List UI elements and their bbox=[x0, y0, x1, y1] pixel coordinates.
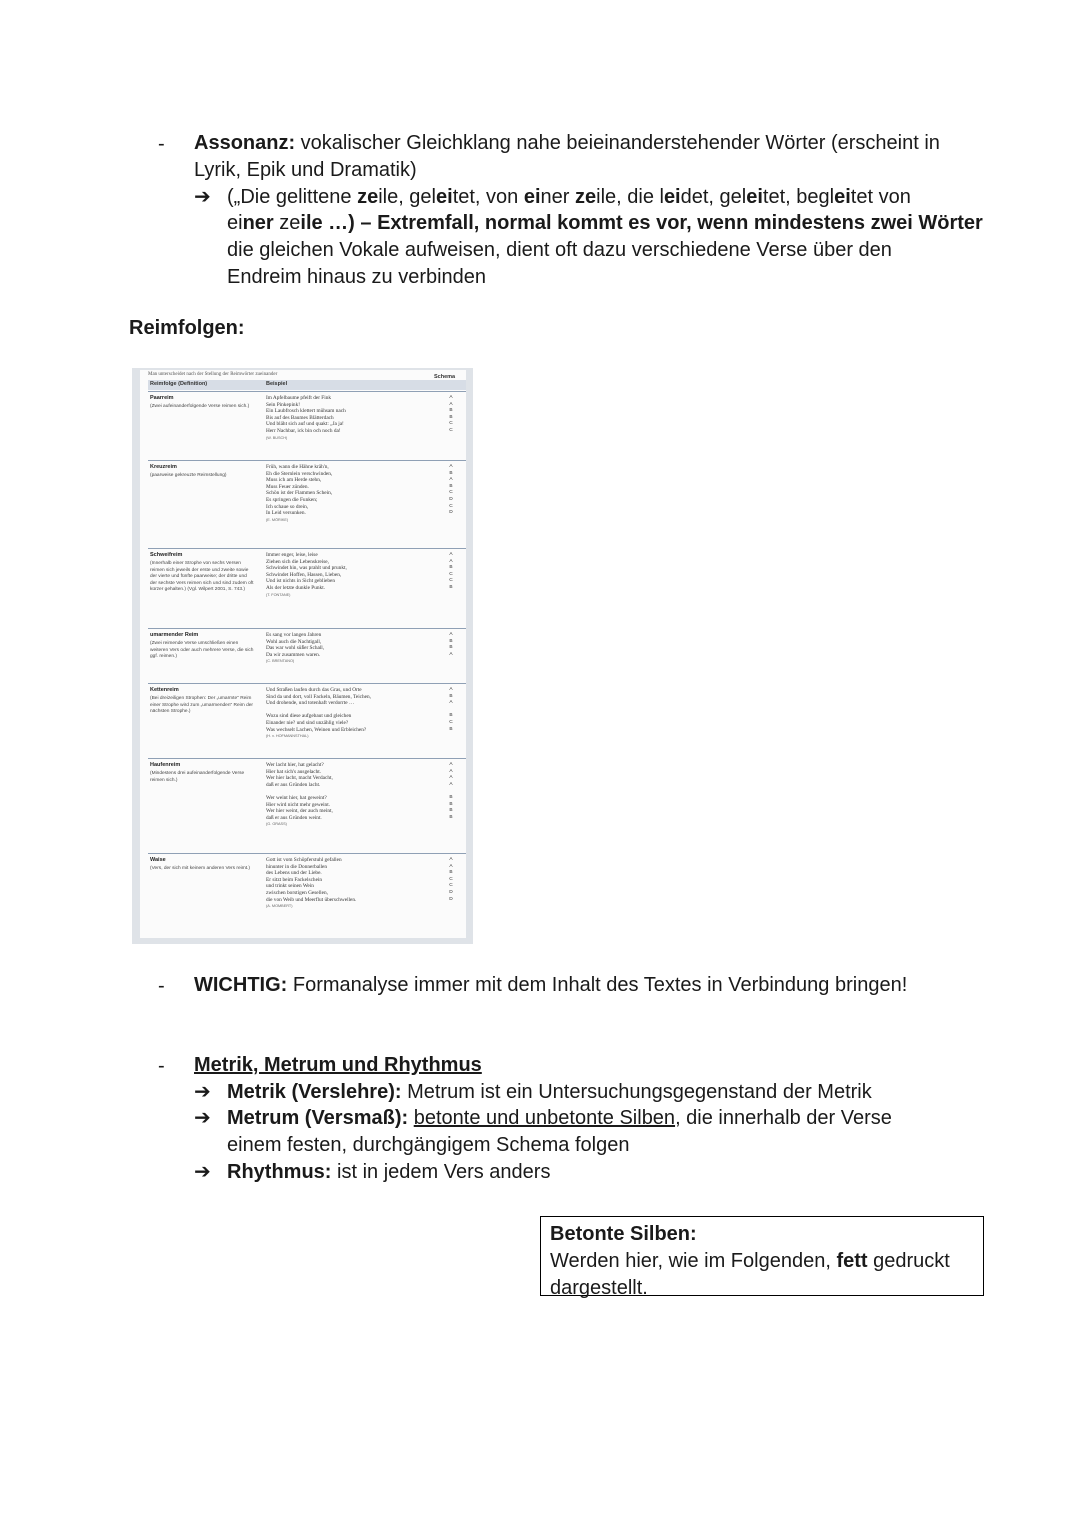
reimfolge-name: Kettenreim bbox=[150, 687, 179, 693]
rhythmus-term: Rhythmus: bbox=[227, 1161, 332, 1183]
assonant-vowel: ei bbox=[834, 186, 851, 208]
list-dash: - bbox=[158, 1055, 165, 1077]
assonant-vowel: ile …) – Extremfall, normal kommt es vor, wenn mindestens zwei Wörter bbox=[300, 212, 983, 234]
reimfolge-example: Früh, wann die Hähne kräh'n, Eh die Sternlein verschwinden, Muss ich am Herde stehn, Muss Feuer zünden. Schön ist der Flammen Schein, Es springen die Funken; Ich schaue so drein, In Leid versunken. bbox=[266, 464, 333, 517]
assonant-vowel: ei bbox=[523, 186, 541, 208]
example-text: det, gel bbox=[680, 186, 747, 208]
metrik-text: Metrum ist ein Untersuchungsgegenstand der Metrik bbox=[401, 1081, 872, 1103]
example-source: (T. FONTANE) bbox=[266, 592, 291, 597]
list-dash: - bbox=[158, 975, 165, 997]
example-text: tet von bbox=[850, 186, 911, 208]
scan-table-row bbox=[148, 548, 466, 597]
example-text: ile, die l bbox=[596, 186, 664, 208]
metrik-bullet-1 bbox=[227, 1079, 872, 1106]
example-text: ze bbox=[279, 212, 301, 234]
scan-paper bbox=[140, 370, 466, 938]
reimfolge-schema: A A B C C B bbox=[449, 552, 453, 590]
scan-table-row bbox=[148, 853, 466, 909]
scan-table-row bbox=[148, 391, 466, 440]
reimfolge-example: Gott ist vom Schöpferstuhl gefallen hinunter in die Donnerballen des Lebens und der Liebe. Er sitzt beim Fackelschein und trinkt seinen Wein zwischen borstigen Gesellen, die von Weib und Meerflut überschwellen. bbox=[266, 857, 357, 903]
arrow-icon: ➔ bbox=[194, 1107, 211, 1129]
example-text: („Die gelittene bbox=[227, 186, 358, 208]
wichtig-line bbox=[194, 972, 907, 999]
example-text: ei bbox=[227, 212, 243, 234]
reimfolge-definition: (paarweise gekreuzte Reimstellung) bbox=[150, 473, 227, 478]
assonanz-line-2: Lyrik, Epik und Dramatik) bbox=[194, 159, 417, 181]
reimfolge-name: Haufenreim bbox=[150, 762, 181, 768]
metrum-underlined: betonte und unbetonte Silben bbox=[413, 1107, 676, 1129]
note-title: Betonte Silben: bbox=[550, 1223, 697, 1245]
note-bold-word: fett bbox=[836, 1250, 868, 1272]
metrum-bullet bbox=[227, 1105, 892, 1132]
metrum-line-2: einem festen, durchgängigem Schema folgen bbox=[227, 1134, 630, 1156]
assonanz-example-line-1 bbox=[227, 184, 911, 211]
example-text: ner bbox=[540, 186, 575, 208]
scan-table-row bbox=[148, 683, 466, 739]
example-source: (C. BRENTANO) bbox=[266, 659, 295, 664]
assonant-vowel: ei bbox=[436, 186, 453, 208]
reimfolge-definition: (Innerhalb einer Strophe von sechs Versen reimen sich jeweils der erste und zweite sowie der vierte und fünfte paarweise; der dritte und der sechste Vers reimen sich und sind zudem oft kürzer gehalten.) (Vgl. Wilpert 2001, S. 743.) bbox=[150, 561, 254, 593]
assonant-vowel: ei bbox=[663, 186, 681, 208]
reimfolgen-heading: Reimfolgen: bbox=[129, 317, 245, 339]
reimfolgen-table-scan bbox=[132, 368, 473, 944]
assonant-vowel: ze bbox=[357, 186, 379, 208]
note-text: Werden hier, wie im Folgenden, bbox=[550, 1250, 837, 1272]
example-source: (H. v. HOFMANNSTHAL) bbox=[266, 734, 309, 739]
reimfolge-name: Kreuzreim bbox=[150, 464, 177, 470]
metrik-heading: Metrik, Metrum und Rhythmus bbox=[194, 1054, 482, 1076]
note-line-1 bbox=[550, 1248, 974, 1275]
reimfolge-example: Immer enger, leise, leise Ziehen sich die Lebenskreise, Schwindet hin, was prahlt und prunkt, Schwindet Hoffen, Hassen, Lieben, Und ist nichts in Sicht geblieben Als der letzte dunkle Punkt. bbox=[266, 552, 347, 591]
reimfolge-schema: A A B C C D D bbox=[449, 857, 453, 902]
assonant-vowel: ner bbox=[242, 212, 280, 234]
note-line-2: dargestellt. bbox=[550, 1277, 648, 1299]
reimfolge-schema: A B A B C D C D bbox=[449, 464, 453, 516]
metrum-term: Metrum (Versmaß): bbox=[227, 1107, 409, 1129]
scan-table-row bbox=[148, 758, 466, 827]
scan-col-reimfolge: Reimfolge (Definition) bbox=[150, 381, 208, 387]
reimfolge-schema: A B A B C B bbox=[449, 687, 453, 732]
note-text: gedruckt bbox=[867, 1250, 950, 1272]
rhythmus-text: ist in jedem Vers anders bbox=[331, 1161, 551, 1183]
arrow-icon: ➔ bbox=[194, 1161, 211, 1183]
assonanz-example-line-2 bbox=[227, 210, 983, 237]
reimfolge-example: Wer lacht hier, hat gelacht? Hier hat sich's ausgelacht. Wer hier lacht, macht Verdacht, daß er aus Gründen lacht. Wer weint hier, hat geweint? Hier wird nicht mehr geweint. Wer hier weint, der auch meint, daß er aus Gründen weint. bbox=[266, 762, 333, 821]
scan-table-row bbox=[148, 460, 466, 522]
example-source: (G. GRASS) bbox=[266, 822, 287, 827]
assonanz-line-1 bbox=[194, 130, 940, 157]
assonant-vowel: ei bbox=[746, 186, 763, 208]
metrum-text: , die innerhalb der Verse bbox=[675, 1107, 892, 1129]
wichtig-text: Formanalyse immer mit dem Inhalt des Textes in Verbindung bringen! bbox=[287, 974, 908, 996]
reimfolge-schema: A A B B C C bbox=[449, 395, 453, 433]
assonanz-term: Assonanz: bbox=[194, 132, 296, 154]
betonte-silben-note bbox=[540, 1216, 984, 1299]
reimfolge-name: Waise bbox=[150, 857, 166, 863]
metrik-term: Metrik (Verslehre): bbox=[227, 1081, 402, 1103]
reimfolge-example: Im Apfelbaume pfeift der Fink Sein Pinkepink! Ein Laubfrosch klettert mühsam nach Bis auf des Baumes Blätterdach Und bläht sich auf und quakt: „Ja ja! Herr Nachbar, ick bin och noch da! bbox=[266, 395, 346, 434]
example-source: (E. MÖRIKE) bbox=[266, 517, 289, 522]
example-source: (A. MOMBERT) bbox=[266, 904, 293, 909]
scan-caption: Man unterscheidet nach der Stellung der Reimwörter zueinander bbox=[148, 372, 278, 377]
reimfolge-schema: A B B A bbox=[449, 632, 453, 657]
reimfolge-definition: (Bei dreizeiligen Strophen: Der „umarmte" Reim einer Strophe wird zum „umarmenden" Reim der nächsten Strophe.) bbox=[150, 696, 254, 715]
scan-col-beispiel: Beispiel bbox=[266, 381, 288, 387]
example-text: tet, begl bbox=[762, 186, 835, 208]
arrow-icon: ➔ bbox=[194, 186, 211, 208]
assonanz-definition: vokalischer Gleichklang nahe beieinanderstehender Wörter (erscheint in bbox=[295, 132, 940, 154]
reimfolge-example: Und Straßen laufen durch das Gras, und Orte Sind da und dort, voll Fackeln, Bäumen, Teichen, Und drohende, und totenhaft verdorrte … Wozu sind diese aufgebaut und gleichen Einander nie? und sind unzählig viele? Was wechselt Lachen, Weinen und Erbleichen? bbox=[266, 687, 372, 733]
reimfolge-definition: (Zwei aufeinanderfolgende Verse reimen sich.) bbox=[150, 404, 250, 409]
list-dash: - bbox=[158, 133, 165, 155]
scan-table-row bbox=[148, 628, 466, 664]
example-source: (W. BUSCH) bbox=[266, 435, 288, 440]
reimfolge-definition: (Mindestens drei aufeinanderfolgende Verse reimen sich.) bbox=[150, 771, 245, 783]
assonanz-example-line-3: die gleichen Vokale aufweisen, dient oft dazu verschiedene Verse über den bbox=[227, 239, 892, 261]
example-text: ile, gel bbox=[378, 186, 436, 208]
arrow-icon: ➔ bbox=[194, 1081, 211, 1103]
reimfolge-definition: (Vers, der sich mit keinem anderen Vers reimt.) bbox=[150, 866, 250, 871]
example-text: tet, von bbox=[452, 186, 524, 208]
assonant-vowel: ze bbox=[575, 186, 597, 208]
rhythmus-bullet bbox=[227, 1159, 550, 1186]
assonanz-example-line-4: Endreim hinaus zu verbinden bbox=[227, 266, 487, 288]
reimfolge-name: umarmender Reim bbox=[150, 632, 199, 638]
reimfolge-name: Paarreim bbox=[150, 395, 174, 401]
scan-col-schema: Schema bbox=[434, 374, 456, 380]
reimfolge-definition: (Zwei reimende Verse umschließen einen weiteren Vers oder auch mehrere Verse, die sich ggf. reimen.) bbox=[150, 641, 254, 660]
reimfolge-name: Schweifreim bbox=[150, 552, 183, 558]
reimfolge-example: Es sang vor langen Jahren Wohl auch die Nachtigall, Das war wohl süßer Schall, Da wir zusammen waren. bbox=[266, 632, 325, 658]
wichtig-term: WICHTIG: bbox=[194, 974, 288, 996]
reimfolge-schema: A A A A B B B B bbox=[449, 762, 453, 820]
